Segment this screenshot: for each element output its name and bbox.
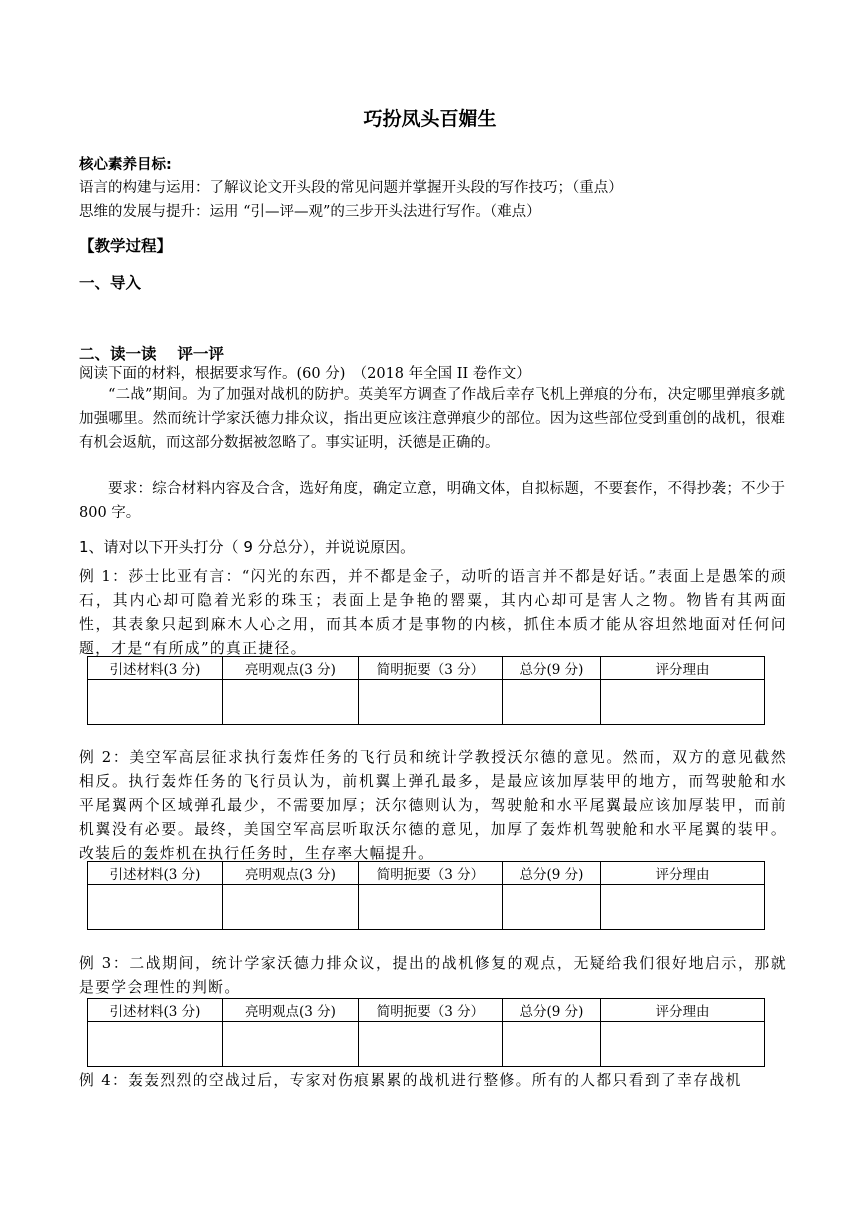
header-total: 总分(9 分): [503, 657, 601, 680]
score-cell[interactable]: [88, 885, 223, 930]
header-cite-material: 引述材料(3 分): [88, 862, 223, 885]
header-cite-material: 引述材料(3 分): [88, 999, 223, 1022]
objective-item: 思维的发展与提升：运用 “引—评—观”的三步开头法进行写作。（难点）: [79, 204, 541, 220]
section-heading-intro: 一、导入: [79, 274, 142, 292]
header-concise: 简明扼要（3 分）: [359, 999, 503, 1022]
header-reason: 评分理由: [601, 862, 765, 885]
header-cite-material: 引述材料(3 分): [88, 657, 223, 680]
page-title: 巧扮凤头百媚生: [363, 108, 497, 130]
header-state-view: 亮明观点(3 分): [223, 657, 359, 680]
score-cell[interactable]: [503, 885, 601, 930]
score-cell[interactable]: [503, 1022, 601, 1067]
objectives-heading: 核心素养目标:: [79, 157, 172, 173]
requirement-paragraph: 要求：综合材料内容及合含，选好角度，确定立意，明确文体，自拟标题，不要套作，不得抄袭；不少于 800 字。: [79, 481, 785, 521]
score-cell[interactable]: [601, 680, 765, 725]
header-state-view: 亮明观点(3 分): [223, 999, 359, 1022]
score-cell[interactable]: [601, 885, 765, 930]
objective-item: 语言的构建与运用：了解议论文开头段的常见问题并掌握开头段的写作技巧；（重点）: [79, 180, 623, 196]
header-concise: 简明扼要（3 分）: [359, 657, 503, 680]
score-table: [87, 861, 765, 930]
score-cell[interactable]: [359, 680, 503, 725]
material-paragraph: “二战”期间。为了加强对战机的防护。英美军方调查了作战后幸存飞机上弹痕的分布，决定哪里弹痕多就加强哪里。然而统计学家沃德力排众议，指出更应该注意弹痕少的部位。因为这些部位受到重创的战机，很难有机会返航，而这部分数据被忽略了。事实证明，沃德是正确的。: [79, 387, 785, 451]
process-heading: 【教学过程】: [79, 237, 173, 255]
header-reason: 评分理由: [601, 999, 765, 1022]
score-cell[interactable]: [359, 885, 503, 930]
header-total: 总分(9 分): [503, 999, 601, 1022]
task-instruction: 1、请对以下开头打分（ 9 分总分），并说说原因。: [79, 538, 416, 556]
score-cell[interactable]: [223, 885, 359, 930]
header-reason: 评分理由: [601, 657, 765, 680]
example-paragraph: 例 4：轰轰烈烈的空战过后，专家对伤痕累累的战机进行整修。所有的人都只看到了幸存战机: [79, 1072, 742, 1089]
header-concise: 简明扼要（3 分）: [359, 862, 503, 885]
score-cell[interactable]: [503, 680, 601, 725]
score-table: [87, 998, 765, 1067]
section-heading-read: 二、读一读 评一评: [79, 345, 224, 363]
example-paragraph: 例 3：二战期间，统计学家沃德力排众议，提出的战机修复的观点，无疑给我们很好地启示，那就是要学会理性的判断。: [79, 955, 787, 996]
score-cell[interactable]: [223, 680, 359, 725]
header-total: 总分(9 分): [503, 862, 601, 885]
score-cell[interactable]: [88, 1022, 223, 1067]
score-cell[interactable]: [601, 1022, 765, 1067]
header-state-view: 亮明观点(3 分): [223, 862, 359, 885]
score-cell[interactable]: [359, 1022, 503, 1067]
example-paragraph: 例 2：美空军高层征求执行轰炸任务的飞行员和统计学教授沃尔德的意见。然而，双方的意见截然相反。执行轰炸任务的飞行员认为，前机翼上弹孔最多，是最应该加厚装甲的地方，而驾驶舱和水平尾翼两个区域弹孔最少，不需要加厚；沃尔德则认为，驾驶舱和水平尾翼最应该加厚装甲，而前机翼没有必要。最终，美国空军高层听取沃尔德的意见，加厚了轰炸机驾驶舱和水平尾翼的装甲。改装后的轰炸机在执行任务时，生存率大幅提升。: [79, 749, 787, 862]
prompt-intro: 阅读下面的材料，根据要求写作。(60 分) （2018 年全国 II 卷作文）: [79, 366, 531, 382]
score-cell[interactable]: [88, 680, 223, 725]
score-table: [87, 656, 765, 725]
example-paragraph: 例 1：莎士比亚有言：“闪光的东西，并不都是金子，动听的语言并不都是好话。”表面上是愚笨的顽石，其内心却可隐着光彩的珠玉；表面上是争艳的罂粟，其内心却可是害人之物。物皆有其两面性，其表象只起到麻木人心之用，而其本质才是事物的内核，抓住本质才能从容坦然地面对任何问题，才是“有所成”的真正捷径。: [79, 568, 787, 657]
score-cell[interactable]: [223, 1022, 359, 1067]
